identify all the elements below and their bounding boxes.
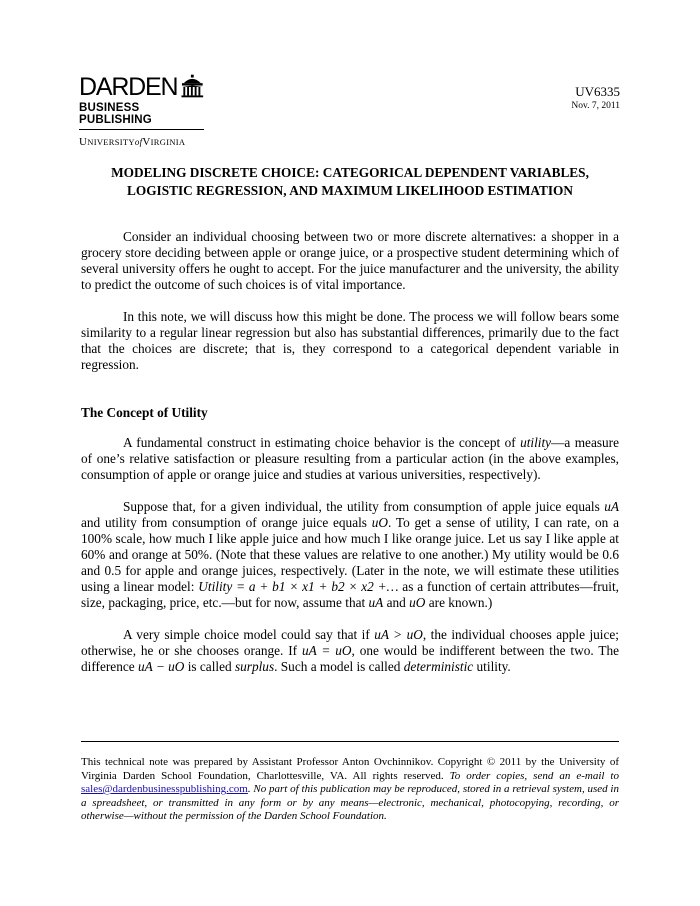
- title-line-2: LOGISTIC REGRESSION, AND MAXIMUM LIKELIHOOD ESTIMATION: [126, 183, 573, 198]
- document-code: UV6335: [575, 84, 620, 99]
- document-date: Nov. 7, 2011: [571, 101, 620, 111]
- logo-university: UNIVERSITYofVIRGINIA: [79, 136, 186, 148]
- logo-darden-text: DARDEN: [79, 73, 178, 101]
- footer-divider: [81, 741, 619, 742]
- sales-email-link[interactable]: sales@dardenbusinesspublishing.com: [81, 783, 248, 795]
- logo-business-publishing: BUSINESS PUBLISHING: [79, 100, 204, 130]
- section-heading-utility: The Concept of Utility: [81, 405, 208, 420]
- body-text: [81, 229, 619, 691]
- utility-paragraph-2: Suppose that, for a given individual, the utility from consumption of apple juice equals uA and utility from consumption of orange juice equals uO. To get a sense of utility, I can rate, on a 100% scale, how much I like apple juice and how much I like orange juice. Let us say I like apple at 60% and orange at 50%. (Note that these values are relative to one another.) My utility would be 0.6 and 0.5 for apple and orange juices, respectively. (Later in the note, we will estimate these utilities using a linear model: Utility = a + b1 × x1 + b2 × x2 +… as a function of certain attributes—fruit, size, packaging, price, etc.—but for now, assume that uA and uO are known.): [81, 499, 620, 610]
- page-title: [80, 164, 620, 200]
- logo-darden-wordmark: [79, 74, 204, 99]
- title-line-1: MODELING DISCRETE CHOICE: CATEGORICAL DEPENDENT VARIABLES,: [111, 165, 589, 180]
- utility-paragraph-1: A fundamental construct in estimating choice behavior is the concept of utility—a measure of one’s relative satisfaction or pleasure resulting from a particular action (in the above examples, consumption of apple or orange juice and studies at various universities, respectively).: [81, 435, 620, 482]
- darden-logo: [79, 74, 204, 148]
- rotunda-icon: [181, 74, 204, 98]
- intro-paragraph-1: Consider an individual choosing between two or more discrete alternatives: a shopper in a grocery store deciding between apple or orange juice, or a prospective student determining which of several university offers he ought to accept. For the juice manufacturer and the university, the ability to predict the outcome of such choices is of vital importance.: [81, 229, 619, 292]
- utility-paragraph-3: A very simple choice model could say that if uA > uO, the individual chooses apple juice; otherwise, he or she chooses orange. If uA = uO, one would be indifferent between the two. The difference uA − uO is called surplus. Such a model is called deterministic utility.: [81, 627, 619, 674]
- document-number-block: [571, 84, 620, 111]
- footer-note: This technical note was prepared by Assistant Professor Anton Ovchinnikov. Copyright © 2011 by the University of Virginia Darden School Foundation, Charlottesville, VA. All rights reserved. To order copies, send an e-mail to sales@dardenbusinesspublishing.com. No part of this publication may be reproduced, stored in a retrieval system, used in a spreadsheet, or transmitted in any form or by any means—electronic, mechanical, photocopying, recording, or otherwise—without the permission of the Darden School Foundation.: [81, 756, 619, 822]
- intro-paragraph-2: In this note, we will discuss how this might be done. The process we will follow bears some similarity to a regular linear regression but also has substantial differences, primarily due to the fact that the choices are discrete; that is, they correspond to a categorical dependent variable in regression.: [81, 309, 619, 372]
- utility-formula: Utility = a + b1 × x1 + b2 × x2 +…: [198, 579, 399, 594]
